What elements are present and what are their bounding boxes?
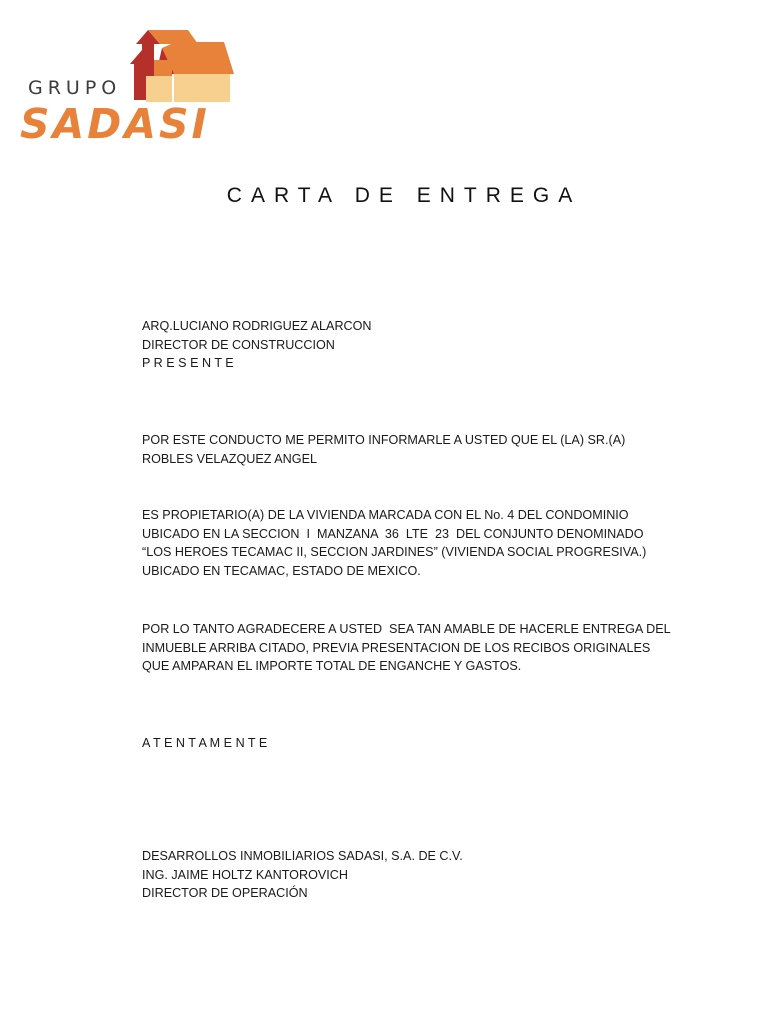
- addressee-block: [142, 317, 372, 373]
- signature-company: DESARROLLOS INMOBILIARIOS SADASI, S.A. DE C.V.: [142, 849, 463, 863]
- paragraph-1: [142, 431, 625, 468]
- paragraph-2-line-1: ES PROPIETARIO(A) DE LA VIVIENDA MARCADA CON EL No. 4 DEL CONDOMINIO: [142, 508, 629, 522]
- paragraph-3-line-3: QUE AMPARAN EL IMPORTE TOTAL DE ENGANCHE Y GASTOS.: [142, 659, 522, 674]
- paragraph-2-line-2: UBICADO EN LA SECCION I MANZANA 36 LTE 23 DEL CONJUNTO DENOMINADO: [142, 526, 644, 541]
- paragraph-1-line-1: POR ESTE CONDUCTO ME PERMITO INFORMARLE A USTED QUE EL (LA) SR.(A): [142, 433, 626, 447]
- signature-block: [142, 847, 463, 903]
- logo-brand-text: SADASI: [20, 100, 210, 148]
- company-logo: [18, 26, 238, 146]
- paragraph-2: [142, 506, 646, 581]
- document-title: CARTA DE ENTREGA: [226, 184, 582, 207]
- paragraph-3-line-2: INMUEBLE ARRIBA CITADO, PREVIA PRESENTACION DE LOS RECIBOS ORIGINALES: [142, 640, 651, 655]
- signature-name: ING. JAIME HOLTZ KANTOROVICH: [142, 867, 348, 882]
- paragraph-1-line-2: ROBLES VELAZQUEZ ANGEL: [142, 451, 317, 466]
- paragraph-2-line-3: “LOS HEROES TECAMAC II, SECCION JARDINES” (VIVIENDA SOCIAL PROGRESIVA.): [142, 545, 647, 560]
- paragraph-3: [142, 620, 671, 676]
- closing: [142, 734, 267, 753]
- houses-icon: [126, 26, 236, 106]
- addressee-presente: P R E S E N T E: [142, 356, 234, 371]
- closing-atentamente: A T E N T A M E N T E: [142, 736, 268, 750]
- addressee-position: DIRECTOR DE CONSTRUCCION: [142, 337, 335, 352]
- paragraph-3-line-1: POR LO TANTO AGRADECERE A USTED SEA TAN AMABLE DE HACERLE ENTREGA DEL: [142, 622, 671, 636]
- logo-grupo-text: GRUPO: [28, 77, 122, 99]
- signature-position: DIRECTOR DE OPERACIÓN: [142, 886, 308, 901]
- addressee-name: ARQ.LUCIANO RODRIGUEZ ALARCON: [142, 319, 372, 333]
- paragraph-2-line-4: UBICADO EN TECAMAC, ESTADO DE MEXICO.: [142, 564, 421, 579]
